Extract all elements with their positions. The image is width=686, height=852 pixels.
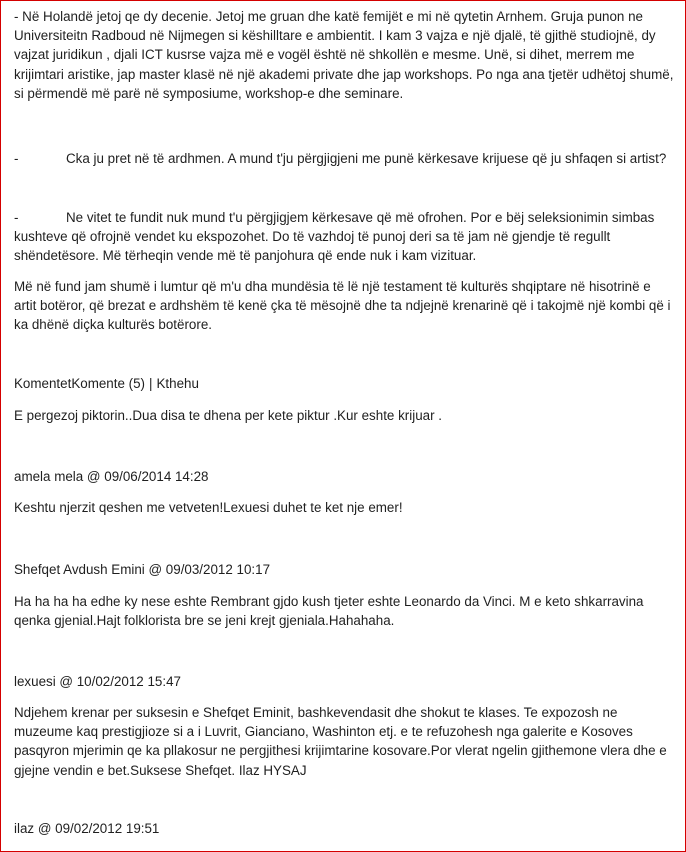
comment-text: Keshtu njerzit qeshen me vetveten!Lexuesi duhet te ket nje emer!	[14, 500, 403, 515]
back-link[interactable]: Kthehu	[156, 376, 199, 391]
comment-text: E pergezoj piktorin..Dua disa te dhena per kete piktur .Kur eshte krijuar .	[14, 408, 442, 423]
list-dash: -	[14, 151, 19, 166]
comments-count-label: KomentetKomente (5)	[14, 376, 145, 391]
comment-meta: Shefqet Avdush Emini @ 09/03/2012 10:17	[14, 562, 271, 577]
comment-meta: amela mela @ 09/06/2014 14:28	[14, 469, 209, 484]
comment-meta: lexuesi @ 10/02/2012 15:47	[14, 674, 181, 689]
interview-question	[14, 149, 676, 168]
comment-text: Ndjehem krenar per suksesin e Shefqet Eminit, bashkevendasit dhe shokut te klases. Te expozosh ne muzeume kaq prestigjioze si a i Luvrit, Gianciano, Washinton etj. e te refuzohesh nga galerite e Kosoves pasqyron mjerimin qe ka pllakosur ne pergjithesi krijimtarine kosovare.Por vlerat ngelin gjithemone vlera dhe e gjejne vendin e bet.Suksese Shefqet. Ilaz HYSAJ	[14, 705, 667, 778]
comments-header	[14, 374, 676, 393]
comment-meta: ilaz @ 09/02/2012 19:51	[14, 821, 160, 836]
article-closing-paragraph: Më në fund jam shumë i lumtur që m'u dha mundësia të lë një testament të kulturës shqiptare në hisotrinë e artit botëror, që brezat e ardhshëm të kenë çka të mësojnë dhe ta ndjejnë krenarinë që i takojmë një kombi që i ka dhënë diçka kulturës botërore.	[14, 279, 671, 333]
question-text: Cka ju pret në të ardhmen. A mund t'ju përgjigjeni me punë kërkesave krijuese që ju shfaqen si artist?	[66, 151, 667, 166]
interview-answer	[14, 208, 676, 266]
header-separator: |	[149, 376, 153, 391]
comment-text: Ha ha ha ha edhe ky nese eshte Rembrant gjdo kush tjeter eshte Leonardo da Vinci. M e keto shkarravina qenka gjenial.Hajt folklorista bre se jeni krejt gjeniala.Hahahaha.	[14, 594, 644, 629]
article-intro-paragraph: - Në Holandë jetoj qe dy decenie. Jetoj me gruan dhe katë femijët e mi në qytetin Arnhem. Gruja punon ne Universiteitn Radboud në Nijmegen si këshilltare e ambientit. I kam 3 vajza e një djalë, të gjithë studiojnë, dy vajzat juridikun , djali ICT kusrse vajza më e vogël është në shkollën e mesme. Unë, si dihet, merrem me krijimtari aristike, jap master klasë në një akademi private dhe jap workshops. Po nga ana tjetër udhëtoj shumë, si përmendë më parë në symposiume, workshop-e dhe seminare.	[14, 9, 674, 101]
answer-text: Ne vitet te fundit nuk mund t'u përgjigjem kërkesave që më ofrohen. Por e bëj seleksionimin simbas kushteve që ofrojnë vendet ku ekspozohet. Do të vazhdoj të punoj deri sa të jam në gjendje të regullt shëndetësore. Më tërheqin vende më të panjohura që ende nuk i kam vizituar.	[14, 210, 655, 264]
list-dash: -	[14, 210, 19, 225]
